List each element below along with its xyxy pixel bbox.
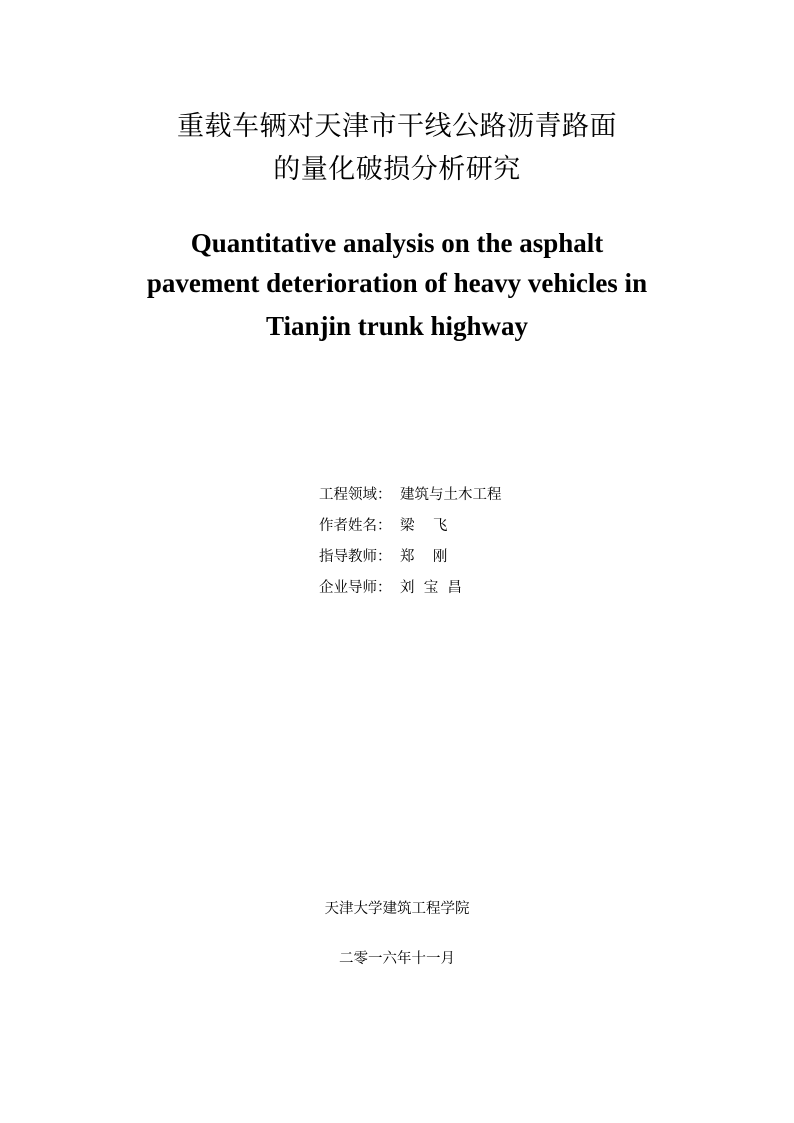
field-value: 建筑与土木工程 bbox=[400, 487, 502, 503]
advisor-value: 郑 刚 bbox=[400, 549, 448, 565]
field-label: 工程领域： bbox=[319, 487, 392, 503]
title-chinese-line-2: 的量化破损分析研究 bbox=[273, 154, 521, 185]
author-value: 梁 飞 bbox=[400, 518, 448, 534]
title-english-line-2: pavement deterioration of heavy vehicles in bbox=[146, 268, 648, 298]
author-label: 作者姓名： bbox=[319, 518, 392, 534]
school-name: 天津大学建筑工程学院 bbox=[324, 901, 470, 917]
industry-advisor-label: 企业导师： bbox=[319, 580, 392, 596]
title-english-line-3: Tianjin trunk highway bbox=[265, 311, 529, 341]
industry-advisor-value: 刘 宝 昌 bbox=[400, 580, 462, 596]
title-english-line-1: Quantitative analysis on the asphalt bbox=[190, 228, 604, 258]
title-chinese-line-1: 重载车辆对天津市干线公路沥青路面 bbox=[177, 111, 617, 142]
advisor-label: 指导教师： bbox=[319, 549, 392, 565]
submission-date: 二零一六年十一月 bbox=[339, 951, 455, 967]
